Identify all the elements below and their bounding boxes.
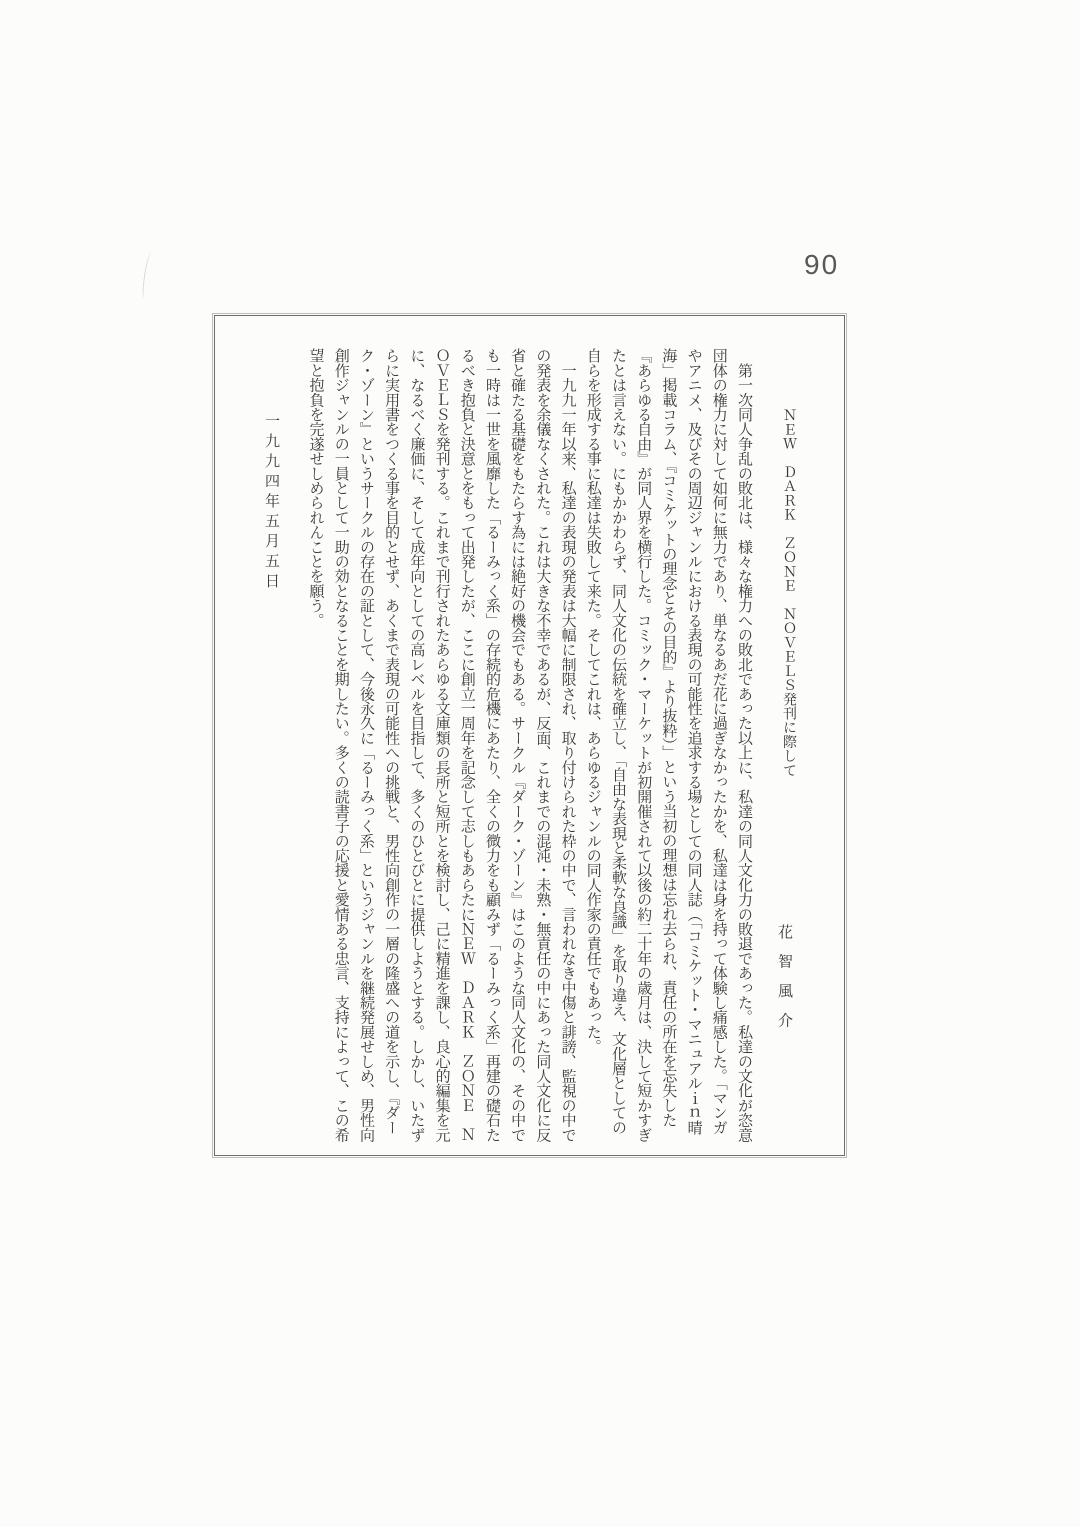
- scan-artifact-mark: [142, 252, 155, 299]
- text-column: 団体の権力に対して如何に無力であり、単なるあだ花に過ぎなかったかを、私達は身を持って体験し痛感した。「マンガ: [710, 348, 729, 1135]
- page-number: 90: [804, 249, 840, 280]
- text-column: 創作ジャンルの一員として一助の効となることを期したい。多くの読書子の応援と愛情ある忠言、支持によって、この希: [332, 348, 351, 1142]
- article-date: 一九九四年五月五日: [263, 413, 281, 593]
- text-column: 望と抱負を完遂せしめられんことを願う。: [307, 348, 326, 628]
- text-column: に、なるべく廉価に、そして成年向としての高レベルを目指して、多くのひとびとに提供しようとする。しかし、いたず: [408, 348, 427, 1142]
- text-column: の発表を余儀なくされた。これは大きな不幸であるが、反面、これまでの混沌・未熟・無責任の中にあった同人文化に反: [534, 348, 553, 1142]
- text-column: 第一次同人争乱の敗北は、様々な権力への敗北であった以上に、私達の同人文化力の敗退であった。私達の文化が恣意: [736, 348, 754, 1142]
- text-column: やアニメ、及びその周辺ジャンルにおける表現の可能性を追求する場としての同人誌（「コミケット・マニュアルｉｎ晴: [685, 348, 704, 1135]
- text-frame-border: [214, 315, 845, 1156]
- article-author: 花 智 風 介: [776, 924, 794, 1027]
- text-column: らに実用書をつくる事を目的とせず、あくまで表現の可能性への挑戦と、男性向創作の一層の隆盛への道を示し、『ダー: [383, 348, 402, 1135]
- article-title: ＮＥＷ ＤＡＲＫ ＺＯＮＥ ＮＯＶＥＬＳ発刊に際して: [781, 408, 797, 778]
- text-column: 省と確たる基礎をもたらす為には絶好の機会でもある。サークル『ダーク・ゾーン』はこのような同人文化の、その中で: [509, 348, 528, 1142]
- text-column: も一時は一世を風靡した「るーみっく系」の存続的危機にあたり、全くの微力をも顧みず「るーみっく系」再建の礎石た: [483, 348, 502, 1142]
- article-body: [303, 348, 757, 1158]
- text-column: 『あらゆる自由』が同人界を横行した。コミック・マーケットが初開催されて以後の約二十年の歳月は、決して短かすぎ: [635, 348, 654, 1142]
- text-column: るべき抱負と決意とをもって出発したが、ここに創立一周年を記念して志しもあらたにＮＥＷ ＤＡＲＫ ＺＯＮＥ Ｎ: [458, 348, 477, 1142]
- text-column: 一九九一年以来、私達の表現の発表は大幅に制限され、取り付けられた枠の中で、言われなき中傷と誹謗、監視の中で: [559, 348, 578, 1142]
- text-column: たとは言えない。にもかかわらず、同人文化の伝統を確立し、「自由な表現と柔軟な良識」を取り違え、文化層としての: [609, 348, 628, 1135]
- text-column: 自らを形成する事に私達は失敗して来た。そしてこれは、あらゆるジャンルの同人作家の責任でもあった。: [584, 348, 603, 1054]
- text-column: ＯＶＥＬＳを発刊する。これまで刊行されたあらゆる文庫類の長所と短所とを検討し、己に精進を課し、良心的編集を元: [433, 348, 452, 1142]
- text-column: ク・ゾーン』というサークルの存在の証として、今後永久に「るーみっく系」というジャンルを継続発展せしめ、男性向: [357, 348, 376, 1142]
- text-column: 海」掲載コラム、『コミケットの理念とその目的』より抜粋）」という当初の理想は忘れ去られ、責任の所在を忘失した: [660, 348, 679, 1127]
